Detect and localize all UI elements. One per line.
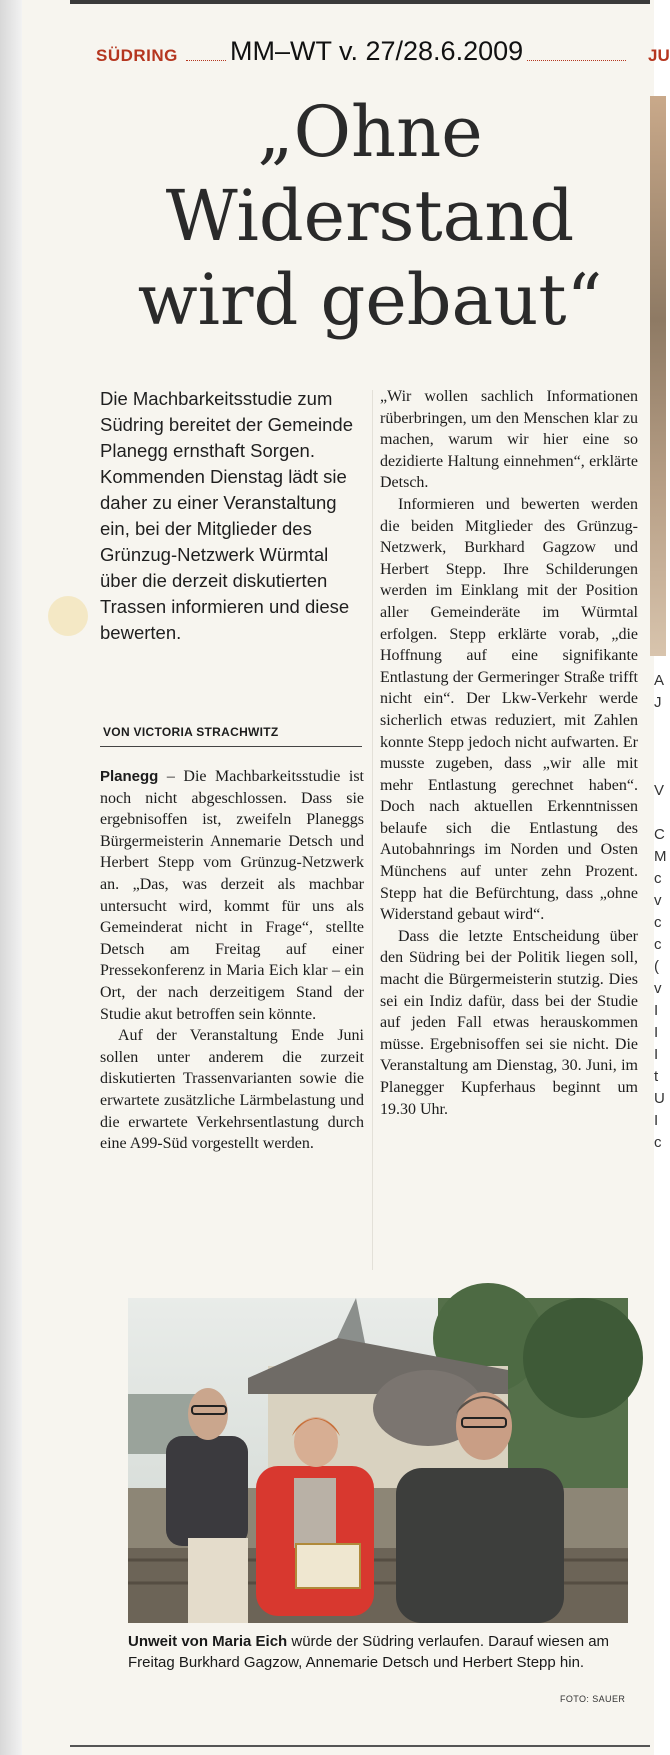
caption-text: würde der Südring verlaufen. Darauf wiesen am Freitag Burkhard Gagzow, Annemarie Detsch und Herbert Stepp hin. (128, 1633, 610, 1671)
headline (110, 90, 630, 342)
byline-rule (100, 746, 362, 747)
top-rule (70, 0, 650, 4)
cut-letter: C (654, 826, 665, 843)
photo-person-left-trousers (188, 1538, 248, 1623)
article-paragraph (100, 766, 364, 1025)
section-label: SÜDRING (96, 46, 178, 65)
cut-letter: ( (654, 958, 659, 975)
photo-person-left-shirt (166, 1436, 248, 1546)
column-divider (372, 390, 373, 1270)
cut-letter: c (654, 936, 662, 953)
cut-letter: I (654, 1024, 659, 1041)
article-text: – Die Machbarkeitsstudie ist noch nicht abgeschlossen. Dass sie ergebnisoffen ist, zweifeln Planeggs Bürgermeisterin Annemarie Detsch und Herbert Stepp vom Grünzug-Netzwerk an. „Das, was derzeit als machbar untersucht wird, kommt für uns als Gemeinderat nicht in Frage“, stellte Detsch am Freitag auf einer Pressekonferenz in Maria Eich klar – ein Ort, der nach derzeitigem Stand der Studie akut betroffen sein könnte. (100, 768, 364, 1023)
photo-person-middle-blouse (294, 1478, 336, 1548)
article-paragraph: Dass die letzte Entscheidung über den Südring bei der Politik liegen soll, macht die Bürgermeisterin stutzig. Dies sei ein Indiz dafür, dass bei der Studie auf jeden Fall etwas herauskommen müsse. Ergebnisoffen sei sie nicht. Die Veranstaltung am Dienstag, 30. Juni, im Planegger Kupferhaus beginnt um 19.30 Uhr. (380, 927, 638, 1118)
cut-letter: t (654, 1068, 659, 1085)
photo-caption (128, 1631, 628, 1673)
bottom-rule (70, 1745, 650, 1747)
dateline-location: Planegg (100, 768, 159, 785)
cut-letter: I (654, 1002, 659, 1019)
scan-edge (0, 0, 22, 1755)
adjacent-article-cut-text (654, 670, 666, 1154)
caption-lead: Unweit von Maria Eich (128, 1633, 288, 1650)
photo-credit: FOTO: SAUER (560, 1694, 626, 1704)
cut-letter: V (654, 782, 665, 799)
cut-letter: J (654, 694, 662, 711)
photo-newspaper (296, 1544, 360, 1588)
article-paragraph: Auf der Veranstaltung Ende Juni sollen unter anderem die zurzeit diskutierten Trassenvarianten sowie die erwartete zusätzliche Lärmbelastung und die erwartete Verkehrsentlastung durch eine A99-Süd vorgestellt werden. (100, 1027, 364, 1153)
byline: VON VICTORIA STRACHWITZ (103, 725, 279, 739)
cut-letter: A (654, 672, 665, 689)
news-photo (128, 1298, 628, 1623)
cut-letter: M (654, 848, 667, 865)
next-section-label: JU (648, 46, 670, 65)
date-stamp: MM–WT v. 27/28.6.2009 (226, 36, 527, 67)
headline-line-2: Widerstand (165, 175, 575, 257)
article-paragraph: „Wir wollen sachlich Informationen rüberbringen, um den Menschen klar zu machen, warum wir hier eine so dezidierte Haltung einnehmen“, erklärte Detsch. (380, 388, 638, 492)
article-column-left (100, 766, 364, 1155)
photo-tree-crown (523, 1298, 643, 1418)
article-paragraph: Informieren und bewerten werden die beiden Mitglieder des Grünzug-Netzwerk, Burkhard Gagzow und Herbert Stepp. Ihre Schilderungen werden im Einklang mit der Position aller Gemeinderäte im Würmtal erfolgen. Stepp erklärte vorab, „die Hoffnung auf eine signifikante Entlastung der Germeringer Straße trifft nicht ein“. Der Lkw-Verkehr werde sicherlich etwas reduziert, mit Zahlen konnte Stepp jedoch nicht aufwarten. Er musste zugeben, dass „wir alle mit mehr Entlastung gerechnet haben“. Doch nach aktuellen Erkenntnissen belaufe sich die Entlastung des Autobahnrings im Norden und Osten Münchens auf unter zehn Prozent. Stepp hat die Befürchtung, dass „ohne Widerstand gebaut wird“. (380, 495, 638, 924)
cut-letter: c (654, 1134, 662, 1151)
cut-letter: c (654, 870, 662, 887)
adjacent-article-photo-edge (650, 96, 666, 656)
article-column-right (380, 386, 638, 1120)
headline-line-3: wird gebaut“ (137, 259, 603, 341)
cut-letter: I (654, 1046, 659, 1063)
cut-letter: v (654, 980, 662, 997)
photo-person-right-shirt (396, 1468, 564, 1623)
cut-letter: I (654, 1112, 659, 1129)
cut-letter: v (654, 892, 662, 909)
paper-stain (48, 596, 88, 636)
lead-paragraph: Die Machbarkeitsstudie zum Südring bereitet der Gemeinde Planegg ernsthaft Sorgen. Kommenden Dienstag lädt sie daher zu einer Veranstaltung ein, bei der Mitglieder des Grünzug-Netzwerk Würmtal über die derzeit diskutierten Trassen informieren und diese bewerten. (100, 388, 353, 643)
headline-line-1: „Ohne (257, 91, 483, 173)
cut-letter: c (654, 914, 662, 931)
cut-letter: U (654, 1090, 665, 1107)
